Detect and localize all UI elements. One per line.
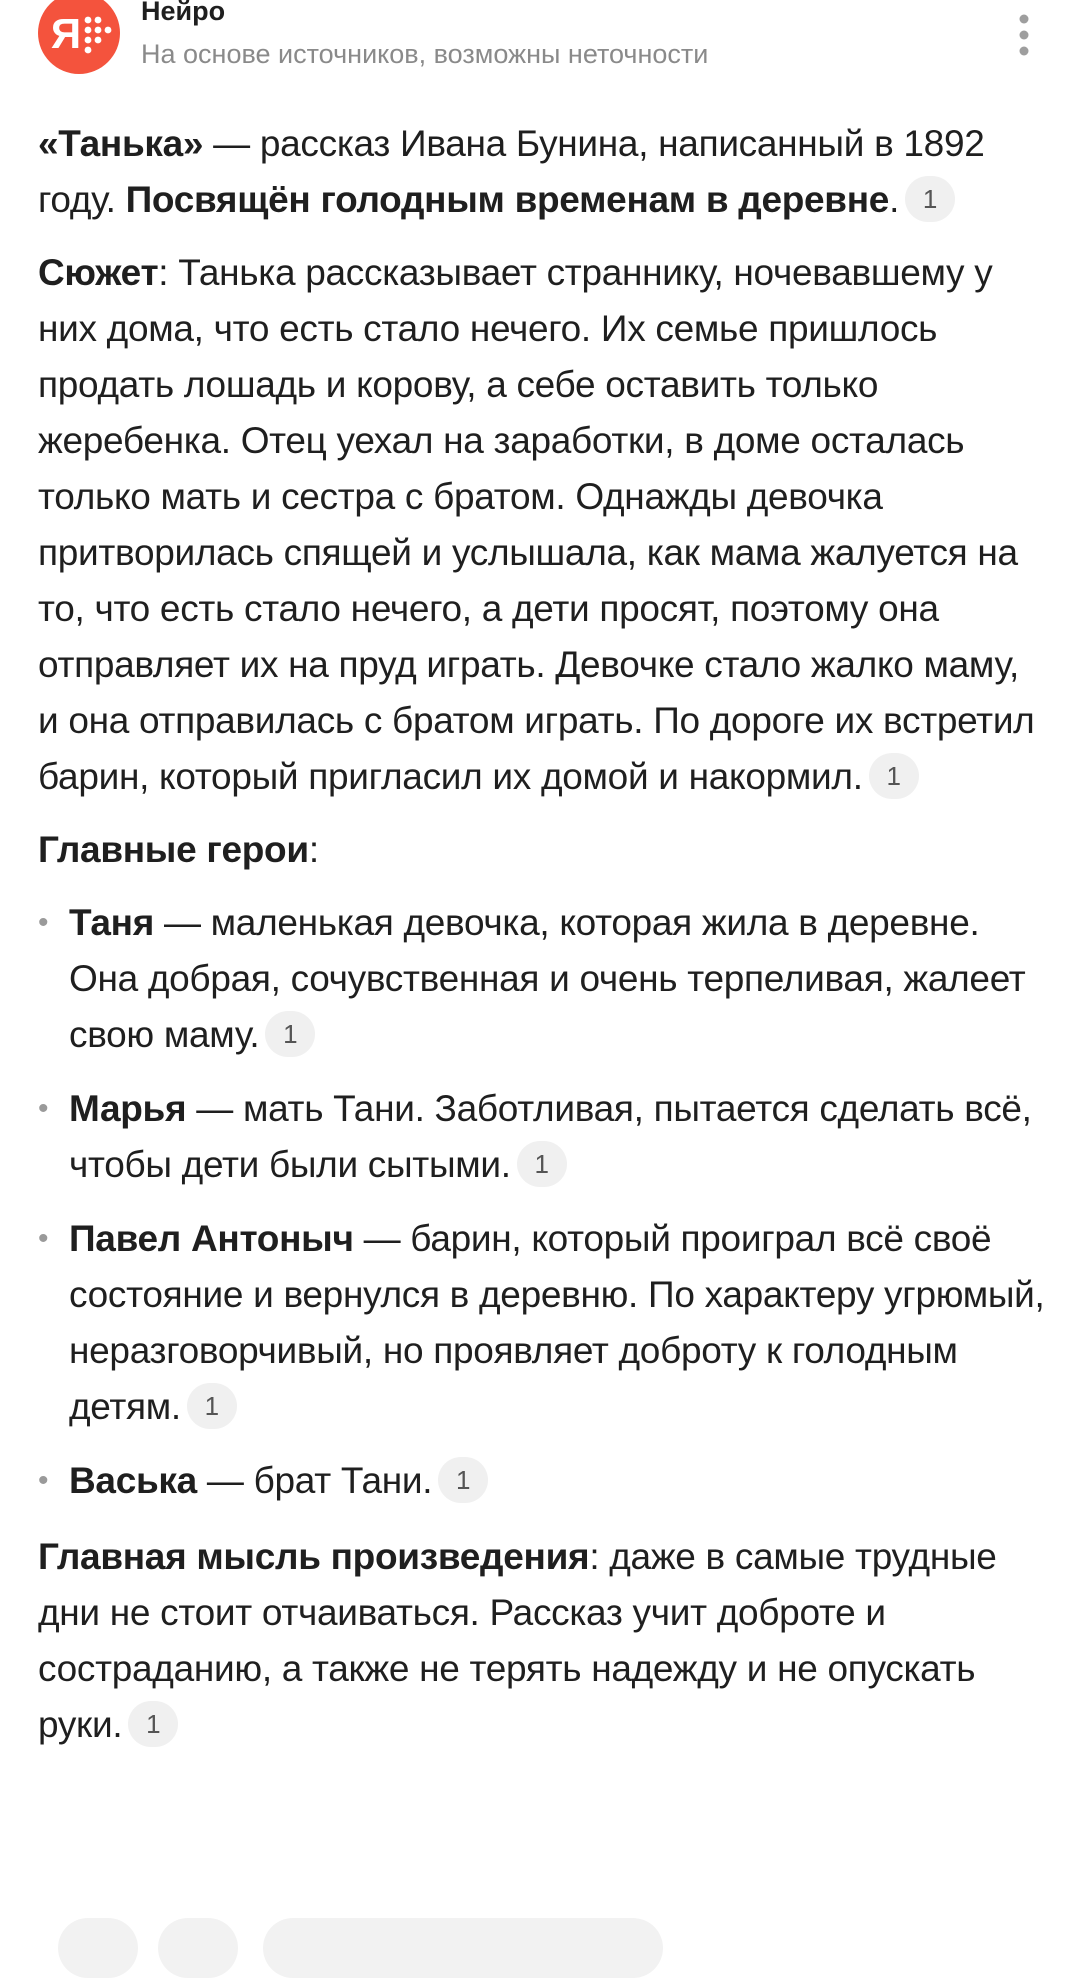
more-options-button[interactable]: [1004, 10, 1044, 60]
plot-label: Сюжет: [38, 252, 159, 293]
source-citation[interactable]: 1: [187, 1383, 237, 1429]
hero-name: Марья: [69, 1088, 187, 1129]
list-item: [38, 1081, 1048, 1193]
action-chip[interactable]: [158, 1918, 238, 1978]
source-citation[interactable]: 1: [905, 176, 955, 222]
brand-subtitle: На основе источников, возможны неточности: [141, 39, 709, 69]
bullet-icon: •: [38, 1464, 49, 1497]
brand-name: Нейро: [141, 0, 226, 26]
source-citation[interactable]: 1: [517, 1141, 567, 1187]
hero-name: Васька: [69, 1460, 197, 1501]
heroes-heading: [38, 822, 1048, 878]
bullet-icon: •: [38, 1092, 49, 1125]
plot-text: : Танька рассказывает страннику, ночевавшему у них дома, что есть стало нечего. Их семье пришлось продать лошадь и корову, а себе оставить только жеребенка. Отец уехал на заработки, в доме осталась только мать и сестра с братом. Однажды девочка притворилась спящей и услышала, как мама жалуется на то, что есть стало нечего, а дети просят, поэтому она отправляет их на пруд играть. Девочке стало жалко маму, и она отправилась с братом играть. По дороге их встретил барин, который пригласил их домой и накормил.: [38, 252, 1035, 797]
main-idea-text: : даже в самые трудные дни не стоит отчаиваться. Рассказ учит доброте и состраданию, а также не терять надежду и не опускать руки.: [38, 1536, 997, 1745]
intro-text-end: .: [889, 179, 900, 220]
main-idea-paragraph: [38, 1529, 1048, 1753]
bullet-icon: •: [38, 906, 49, 939]
more-vertical-icon: [1018, 13, 1030, 57]
answer-content: [38, 116, 1048, 1770]
heroes-list: [38, 895, 1048, 1509]
heroes-label: Главные герои: [38, 829, 309, 870]
source-citation[interactable]: 1: [128, 1701, 178, 1747]
hero-description: — маленькая девочка, которая жила в деревне. Она добрая, сочувственная и очень терпеливая, жалеет свою маму.: [69, 902, 1026, 1055]
action-chip[interactable]: [58, 1918, 138, 1978]
bottom-action-row: [38, 1918, 1038, 1948]
header: [0, 0, 1075, 100]
hero-description: — мать Тани. Заботливая, пытается сделать всё, чтобы дети были сытыми.: [69, 1088, 1032, 1185]
plot-paragraph: [38, 245, 1048, 805]
hero-description: — барин, который проиграл всё своё состояние и вернулся в деревню. По характеру угрюмый, неразговорчивый, но проявляет доброту к голодным детям.: [69, 1218, 1045, 1427]
action-chip[interactable]: [263, 1918, 663, 1978]
source-citation[interactable]: 1: [438, 1457, 488, 1503]
heroes-colon: :: [308, 829, 319, 870]
intro-bold: Посвящён голодным временам в деревне: [125, 179, 890, 220]
hero-description: — брат Тани.: [196, 1460, 433, 1501]
main-idea-label: Главная мысль произведения: [38, 1536, 590, 1577]
source-citation[interactable]: 1: [265, 1011, 315, 1057]
intro-paragraph: [38, 116, 1048, 228]
source-citation[interactable]: 1: [869, 753, 919, 799]
intro-text: — рассказ Ивана Бунина, написанный в 1892 году.: [38, 123, 985, 220]
intro-title: «Танька»: [38, 123, 204, 164]
svg-text:Я: Я: [50, 10, 82, 57]
hero-name: Таня: [69, 902, 154, 943]
list-item: [38, 895, 1048, 1063]
bullet-icon: •: [38, 1222, 49, 1255]
list-item: [38, 1211, 1048, 1435]
hero-name: Павел Антоныч: [69, 1218, 354, 1259]
yandex-neuro-logo-icon: [38, 0, 120, 74]
list-item: [38, 1453, 1048, 1509]
